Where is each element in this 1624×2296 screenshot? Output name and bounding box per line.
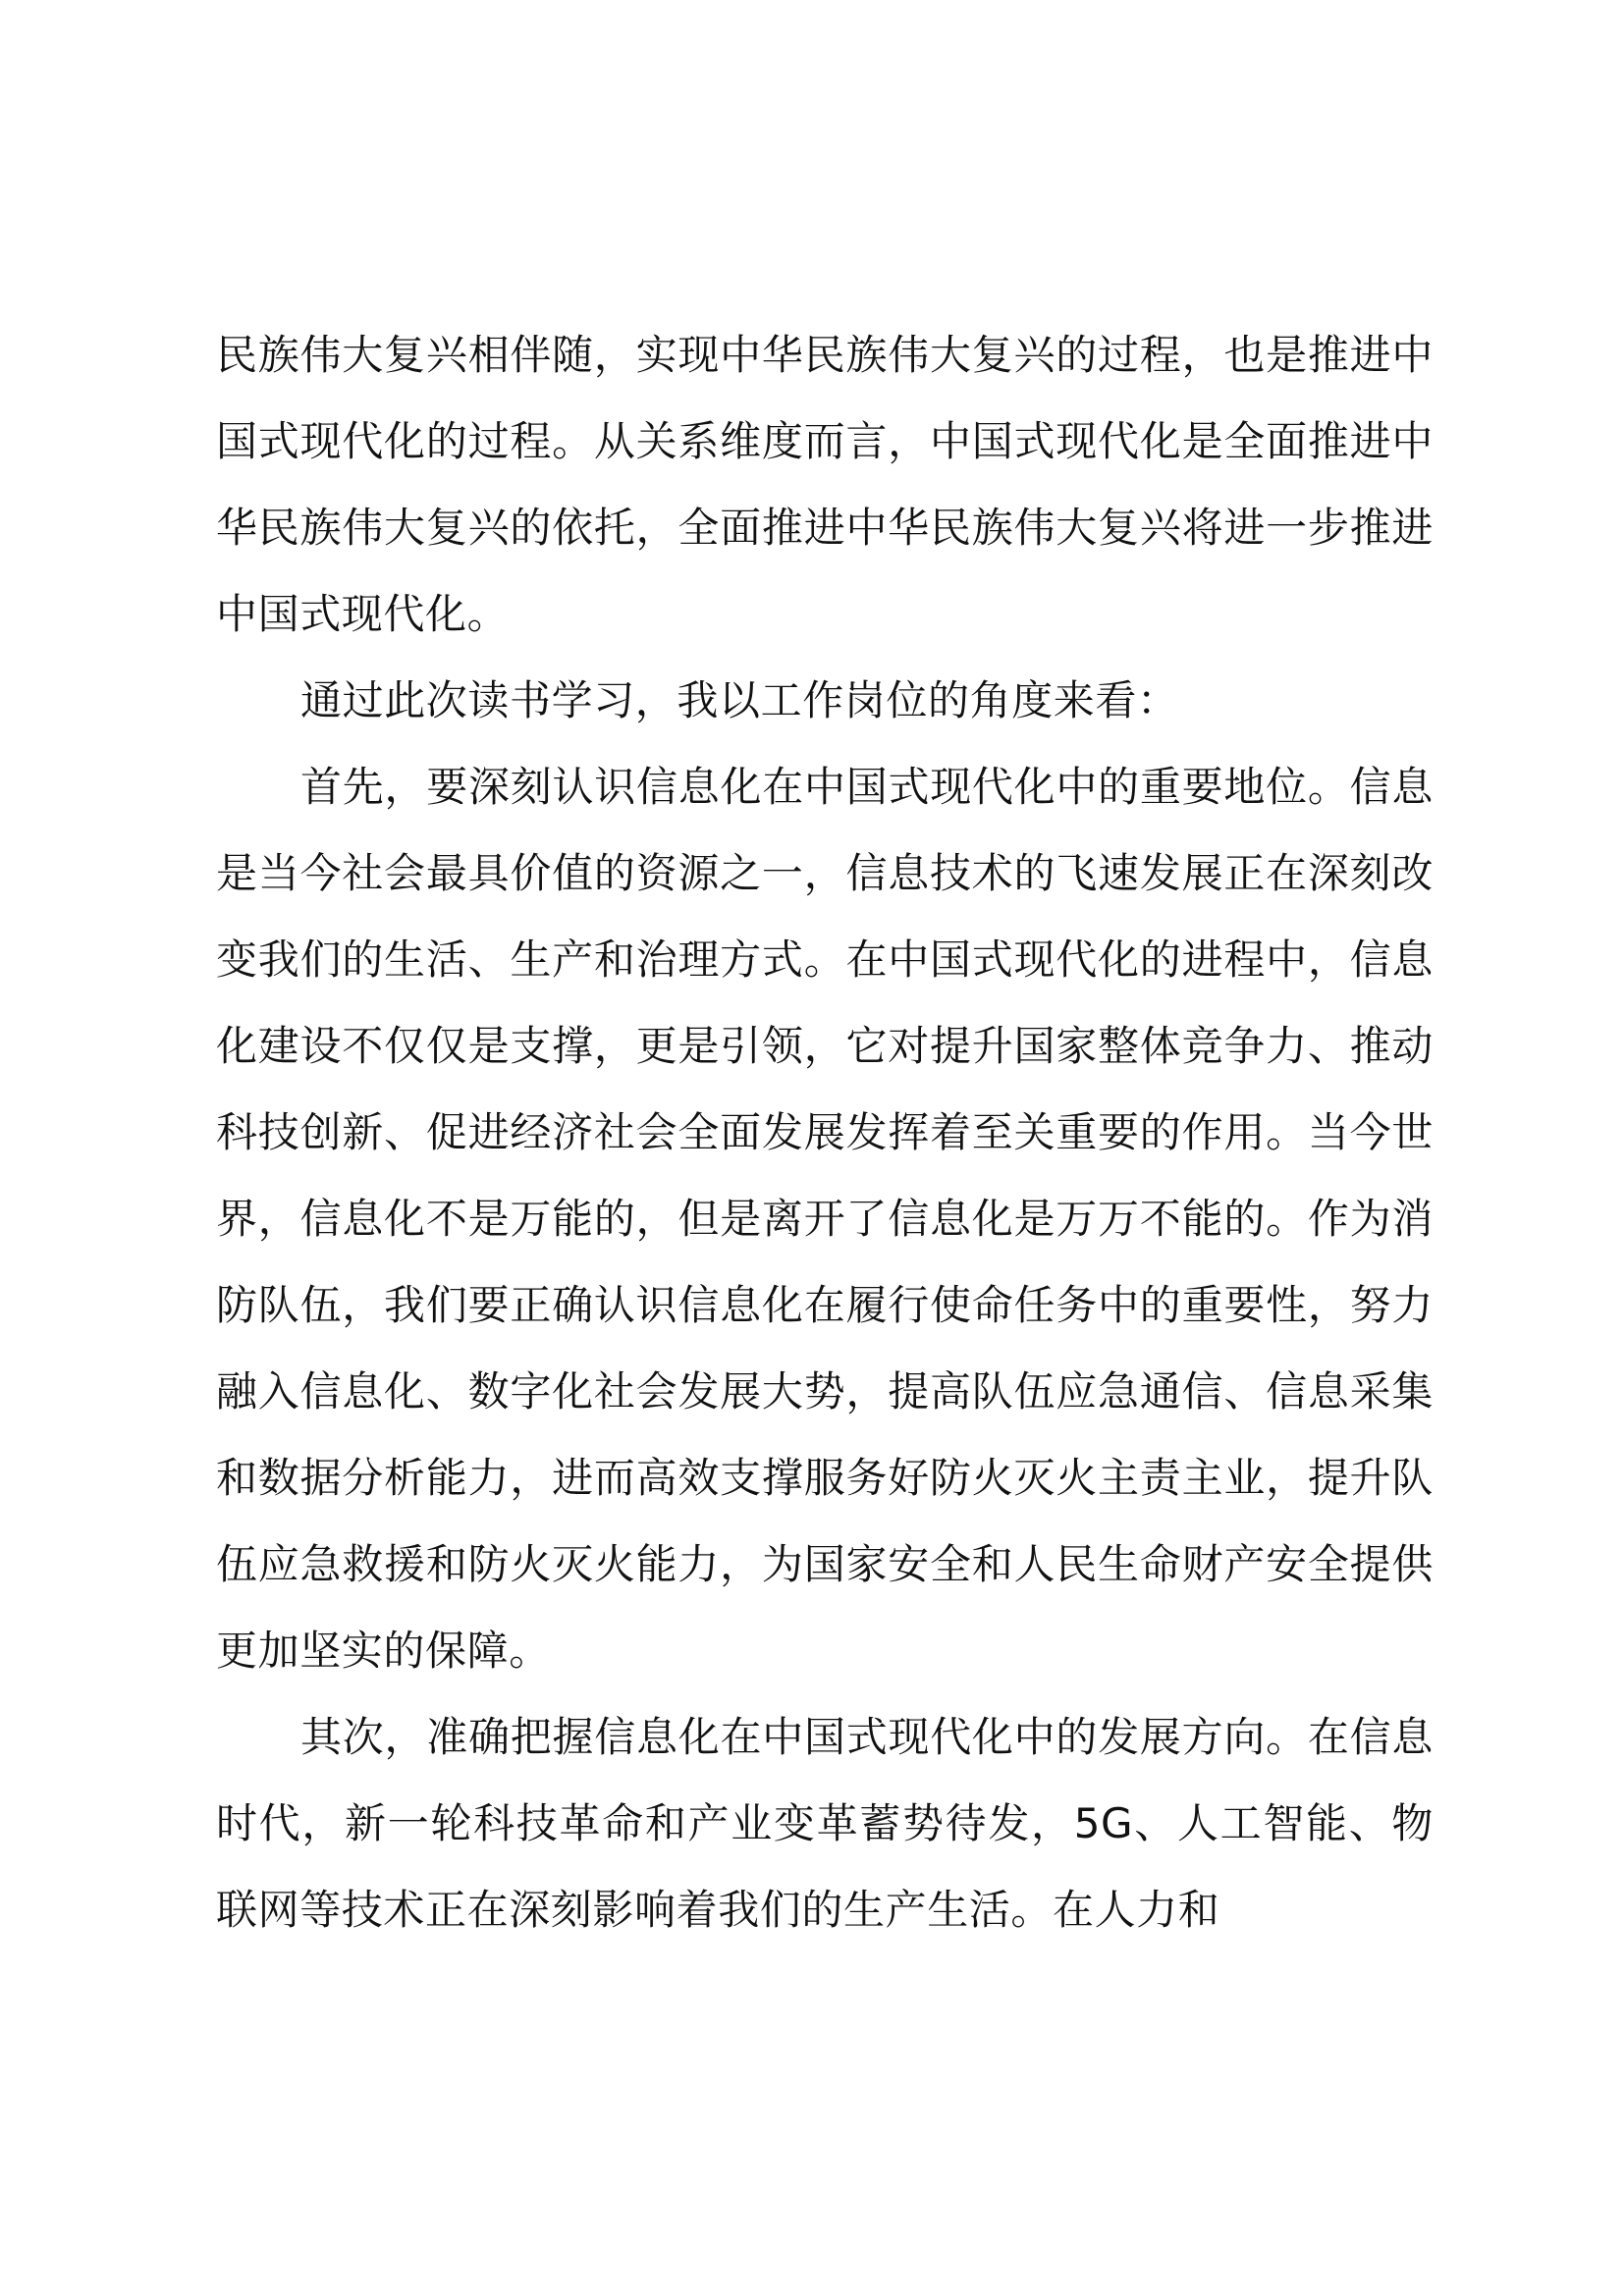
paragraph-intro: 通过此次读书学习，我以工作岗位的角度来看： bbox=[300, 676, 1179, 724]
document-body bbox=[216, 312, 1434, 1953]
paragraph-first-point: 首先，要深刻认识信息化在中国式现代化中的重要地位。信息是当今社会最具价值的资源之一，信息技术的飞速发展正在深刻改变我们的生活、生产和治理方式。在中国式现代化的进程中，信息化建设不仅仅是支撑，更是引领，它对提升国家整体竞争力、推动科技创新、促进经济社会全面发展发挥着至关重要的作用。当今世界，信息化不是万能的，但是离开了信息化是万万不能的。作为消防队伍，我们要正确认识信息化在履行使命任务中的重要性，努力融入信息化、数字化社会发展大势，提高队伍应急通信、信息采集和数据分析能力，进而高效支撑服务好防火灭火主责主业，提升队伍应急救援和防火灭火能力，为国家安全和人民生命财产安全提供更加坚实的保障。 bbox=[216, 763, 1434, 1675]
paragraph-second-point: 其次，准确把握信息化在中国式现代化中的发展方向。在信息时代，新一轮科技革命和产业变革蓄势待发，5G、人工智能、物联网等技术正在深刻影响着我们的生产生活。在人力和 bbox=[216, 1713, 1434, 1934]
paragraph-continuation: 民族伟大复兴相伴随，实现中华民族伟大复兴的过程，也是推进中国式现代化的过程。从关系维度而言，中国式现代化是全面推进中华民族伟大复兴的依托，全面推进中华民族伟大复兴将进一步推进中国式现代化。 bbox=[216, 331, 1434, 638]
